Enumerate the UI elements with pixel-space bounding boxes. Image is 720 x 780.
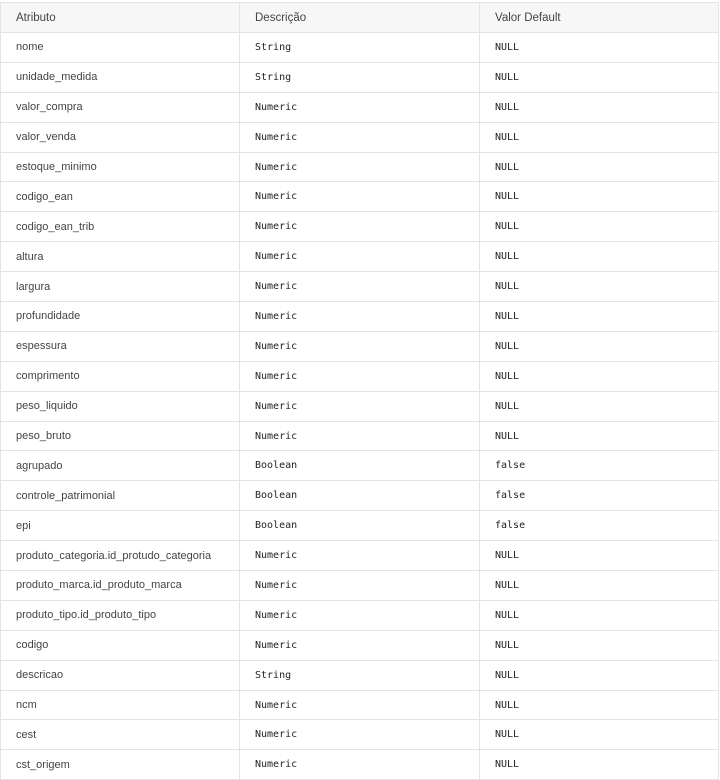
table-row — [1, 660, 719, 690]
cell-valor-default: NULL — [480, 33, 719, 63]
cell-tipo: Numeric — [240, 302, 480, 332]
cell-tipo: Numeric — [240, 242, 480, 272]
cell-valor-default: NULL — [480, 212, 719, 242]
cell-tipo: Numeric — [240, 391, 480, 421]
cell-valor-default: NULL — [480, 750, 719, 780]
cell-valor-default: false — [480, 481, 719, 511]
cell-atributo: profundidade — [1, 302, 240, 332]
table-row — [1, 122, 719, 152]
cell-valor-default: false — [480, 451, 719, 481]
cell-tipo: Numeric — [240, 272, 480, 302]
cell-atributo: nome — [1, 33, 240, 63]
attributes-table-container — [0, 2, 718, 780]
cell-atributo: agrupado — [1, 451, 240, 481]
cell-atributo: produto_categoria.id_protudo_categoria — [1, 541, 240, 571]
cell-tipo: Boolean — [240, 511, 480, 541]
cell-atributo: estoque_minimo — [1, 152, 240, 182]
table-row — [1, 690, 719, 720]
header-valor-default: Valor Default — [480, 3, 719, 33]
table-row — [1, 481, 719, 511]
table-row — [1, 541, 719, 571]
cell-tipo: Numeric — [240, 600, 480, 630]
cell-valor-default: NULL — [480, 331, 719, 361]
cell-valor-default: NULL — [480, 600, 719, 630]
cell-atributo: peso_liquido — [1, 391, 240, 421]
cell-atributo: altura — [1, 242, 240, 272]
cell-tipo: Numeric — [240, 212, 480, 242]
cell-atributo: espessura — [1, 331, 240, 361]
cell-tipo: Boolean — [240, 451, 480, 481]
cell-tipo: String — [240, 660, 480, 690]
cell-atributo: codigo_ean — [1, 182, 240, 212]
cell-atributo: descricao — [1, 660, 240, 690]
cell-tipo: Numeric — [240, 152, 480, 182]
attributes-table — [0, 2, 719, 780]
cell-valor-default: NULL — [480, 660, 719, 690]
cell-atributo: unidade_medida — [1, 62, 240, 92]
cell-valor-default: NULL — [480, 272, 719, 302]
table-row — [1, 92, 719, 122]
cell-valor-default: NULL — [480, 122, 719, 152]
header-atributo: Atributo — [1, 3, 240, 33]
cell-valor-default: NULL — [480, 421, 719, 451]
table-row — [1, 62, 719, 92]
table-row — [1, 302, 719, 332]
cell-tipo: Numeric — [240, 630, 480, 660]
cell-atributo: cst_origem — [1, 750, 240, 780]
cell-valor-default: NULL — [480, 62, 719, 92]
cell-valor-default: NULL — [480, 302, 719, 332]
cell-tipo: Numeric — [240, 92, 480, 122]
cell-valor-default: NULL — [480, 152, 719, 182]
table-row — [1, 391, 719, 421]
cell-valor-default: NULL — [480, 92, 719, 122]
table-body — [1, 33, 719, 780]
cell-valor-default: NULL — [480, 361, 719, 391]
cell-atributo: valor_compra — [1, 92, 240, 122]
cell-tipo: String — [240, 62, 480, 92]
table-row — [1, 331, 719, 361]
table-row — [1, 421, 719, 451]
cell-valor-default: NULL — [480, 391, 719, 421]
cell-tipo: Numeric — [240, 690, 480, 720]
cell-atributo: peso_bruto — [1, 421, 240, 451]
table-row — [1, 182, 719, 212]
cell-tipo: Numeric — [240, 122, 480, 152]
cell-atributo: largura — [1, 272, 240, 302]
table-row — [1, 212, 719, 242]
cell-atributo: codigo — [1, 630, 240, 660]
cell-valor-default: NULL — [480, 630, 719, 660]
table-row — [1, 750, 719, 780]
cell-valor-default: NULL — [480, 690, 719, 720]
cell-valor-default: NULL — [480, 541, 719, 571]
cell-tipo: String — [240, 33, 480, 63]
cell-tipo: Numeric — [240, 182, 480, 212]
cell-atributo: epi — [1, 511, 240, 541]
table-row — [1, 152, 719, 182]
table-row — [1, 630, 719, 660]
cell-valor-default: NULL — [480, 571, 719, 601]
table-row — [1, 720, 719, 750]
cell-valor-default: NULL — [480, 242, 719, 272]
cell-valor-default: NULL — [480, 720, 719, 750]
cell-tipo: Boolean — [240, 481, 480, 511]
table-header-row — [1, 3, 719, 33]
header-descricao: Descrição — [240, 3, 480, 33]
cell-tipo: Numeric — [240, 421, 480, 451]
cell-valor-default: false — [480, 511, 719, 541]
table-row — [1, 33, 719, 63]
cell-tipo: Numeric — [240, 361, 480, 391]
table-row — [1, 600, 719, 630]
cell-atributo: produto_marca.id_produto_marca — [1, 571, 240, 601]
cell-atributo: cest — [1, 720, 240, 750]
table-row — [1, 361, 719, 391]
cell-valor-default: NULL — [480, 182, 719, 212]
table-row — [1, 571, 719, 601]
table-row — [1, 511, 719, 541]
cell-tipo: Numeric — [240, 541, 480, 571]
table-row — [1, 272, 719, 302]
cell-atributo: ncm — [1, 690, 240, 720]
cell-tipo: Numeric — [240, 331, 480, 361]
cell-atributo: valor_venda — [1, 122, 240, 152]
cell-atributo: produto_tipo.id_produto_tipo — [1, 600, 240, 630]
cell-tipo: Numeric — [240, 750, 480, 780]
cell-atributo: comprimento — [1, 361, 240, 391]
cell-atributo: controle_patrimonial — [1, 481, 240, 511]
table-row — [1, 451, 719, 481]
cell-tipo: Numeric — [240, 571, 480, 601]
table-row — [1, 242, 719, 272]
cell-atributo: codigo_ean_trib — [1, 212, 240, 242]
cell-tipo: Numeric — [240, 720, 480, 750]
